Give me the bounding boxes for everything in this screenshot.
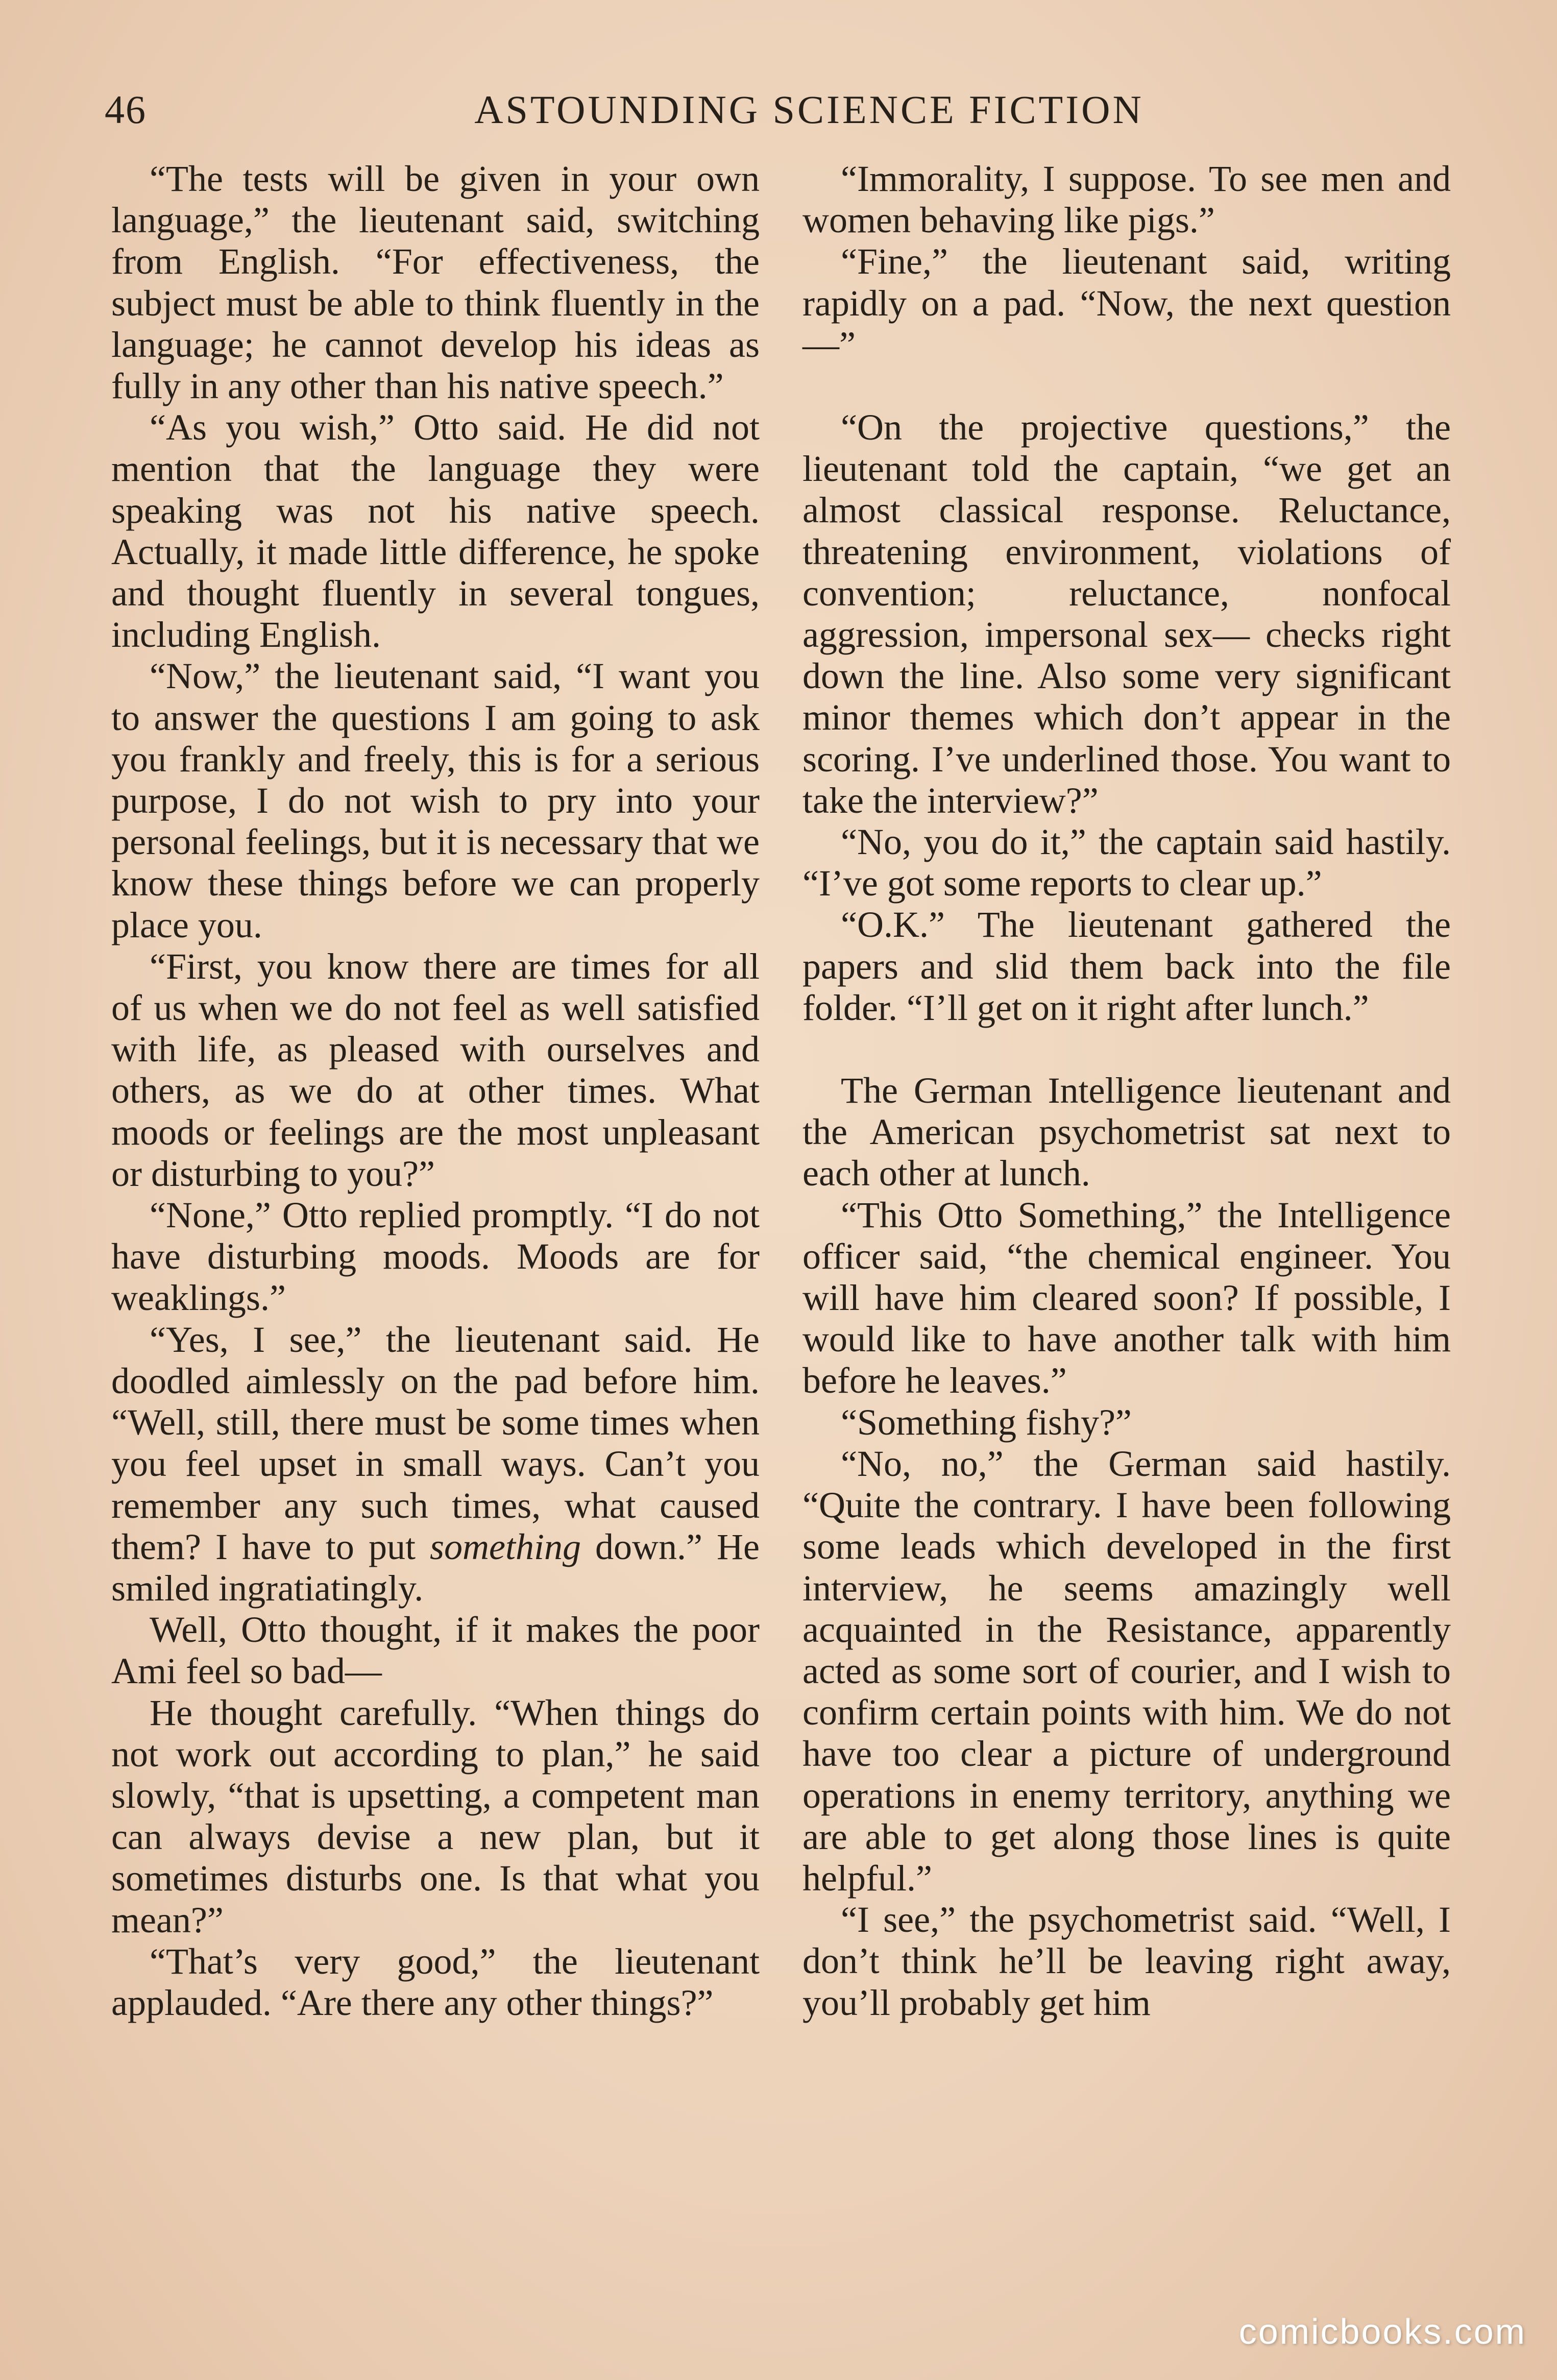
- paragraph: The German Intelligence lieutenant and the American psychometrist sat next to each other at lunch.: [802, 1070, 1451, 1194]
- paragraph: Well, Otto thought, if it makes the poor Ami feel so bad—: [111, 1609, 760, 1692]
- page-number: 46: [105, 87, 147, 132]
- left-column: [111, 158, 760, 2024]
- paragraph: “Immorality, I suppose. To see men and women behaving like pigs.”: [802, 158, 1451, 241]
- paragraph: “That’s very good,” the lieutenant applauded. “Are there any other things?”: [111, 1940, 760, 2023]
- paragraph: [111, 1319, 760, 1609]
- watermark: comicbooks.com: [1238, 2312, 1526, 2351]
- paragraph: “Now,” the lieutenant said, “I want you to answer the questions I am going to ask you frankly and freely, this is for a serious purpose, I do not wish to pry into your personal feelings, but it is necessary that we know these things before we can properly place you.: [111, 655, 760, 945]
- page-header: [105, 87, 1452, 143]
- emphasis-text: something: [430, 1526, 581, 1567]
- paragraph: “Fine,” the lieutenant said, writing rapidly on a pad. “Now, the next question—”: [802, 241, 1451, 365]
- paragraph: “As you wish,” Otto said. He did not mention that the language they were speaking was not his native speech. Actually, it made little difference, he spoke and thought fluently in several tongues, including English.: [111, 407, 760, 655]
- text-run: “Yes, I see,” the lieutenant said. He doodled aimlessly on the pad before him. “Well, still, there must be some times when you feel upset in small ways. Can’t you remember any such times, what caused them? I have to put: [111, 1319, 760, 1567]
- right-column: [802, 158, 1451, 2024]
- running-head: ASTOUNDING SCIENCE FICTION: [474, 87, 1144, 132]
- paragraph: “I see,” the psychometrist said. “Well, I don’t think he’ll be leaving right away, you’ll probably get him: [802, 1899, 1451, 2023]
- paragraph: “No, no,” the German said hastily. “Quite the contrary. I have been following some leads which developed in the first interview, he seems amazingly well acquainted in the Resistance, apparently acted as some sort of courier, and I wish to confirm certain points with him. We do not have too clear a picture of underground operations in enemy territory, anything we are able to get along those lines is quite helpful.”: [802, 1443, 1451, 1899]
- section-break: [802, 366, 1451, 407]
- paragraph: “No, you do it,” the captain said hastily. “I’ve got some reports to clear up.”: [802, 821, 1451, 904]
- paragraph: “Something fishy?”: [841, 1401, 1132, 1443]
- paragraph: He thought carefully. “When things do not work out according to plan,” he said slowly, “that is upsetting, a competent man can always devise a new plan, but it sometimes disturbs one. Is that what you mean?”: [111, 1692, 760, 1940]
- paragraph: “First, you know there are times for all of us when we do not feel as well satisfied with life, as pleased with ourselves and others, as we do at other times. What moods or feelings are the most unpleasant or disturbing to you?”: [111, 945, 760, 1194]
- paragraph: “O.K.” The lieutenant gathered the papers and slid them back into the file folder. “I’ll get on it right after lunch.”: [802, 904, 1451, 1028]
- paragraph: “None,” Otto replied promptly. “I do not have disturbing moods. Moods are for weaklings.”: [111, 1195, 760, 1319]
- text-run: down.” He smiled ingratiatingly.: [111, 1526, 760, 1609]
- section-break: [802, 1029, 1451, 1070]
- paragraph: “The tests will be given in your own language,” the lieutenant said, switching from English. “For effectiveness, the subject must be able to think fluently in the language; he cannot develop his ideas as fully in any other than his native speech.”: [111, 158, 760, 407]
- paragraph: “On the projective questions,” the lieutenant told the captain, “we get an almost classical response. Reluctance, threatening environment, violations of convention; reluctance, nonfocal aggression, impersonal sex— checks right down the line. Also some very significant minor themes which don’t appear in the scoring. I’ve underlined those. You want to take the interview?”: [802, 407, 1451, 821]
- paragraph: “This Otto Something,” the Intelligence officer said, “the chemical engineer. You will have him cleared soon? If possible, I would like to have another talk with him before he leaves.”: [802, 1194, 1451, 1401]
